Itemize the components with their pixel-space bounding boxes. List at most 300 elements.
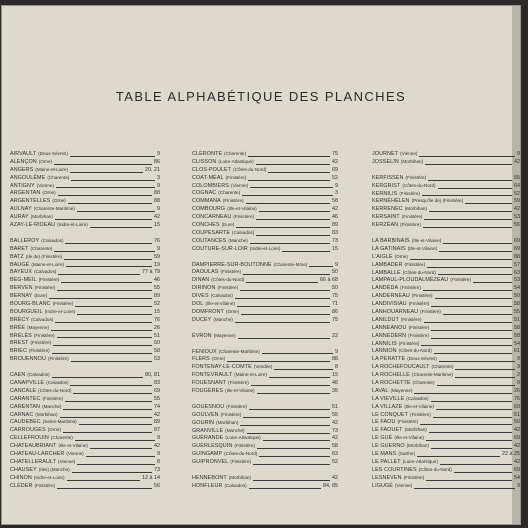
entry-name: KERNÉHÉLEN xyxy=(372,198,410,205)
dot-leader xyxy=(454,472,512,473)
index-group xyxy=(192,262,338,325)
entry-name: GUINGAMP xyxy=(192,451,223,458)
entry-name: AULNAY xyxy=(10,206,32,213)
entry-plate-number: 19 xyxy=(154,261,160,268)
entry-place: (Iles) (Manche) xyxy=(38,466,70,472)
entry-place: (Finistère) xyxy=(222,198,244,204)
entry-plate-number: 77 à 79 xyxy=(142,269,160,276)
entry-plate-number: 8 xyxy=(335,364,338,371)
entry-name: CARROUGES xyxy=(10,427,46,434)
index-group xyxy=(192,333,338,341)
entry-plate-number: 76 xyxy=(154,316,160,323)
entry-place: (Finistère) xyxy=(399,190,421,196)
dot-leader xyxy=(53,345,152,346)
entry-plate-number: 69 xyxy=(332,166,338,173)
entry-place: (Calvados) xyxy=(34,269,57,275)
entry-plate-number: 53 xyxy=(514,214,520,221)
index-group xyxy=(192,475,338,491)
dot-leader xyxy=(66,266,152,267)
entry-name: GOULVEN xyxy=(192,411,219,418)
entry-name: BEG-MEIL xyxy=(10,277,37,284)
entry-name: L'AIGLE xyxy=(372,253,393,260)
dot-leader xyxy=(259,211,330,212)
entry-place: (Finistère) xyxy=(403,474,425,480)
entry-plate-number: 69 xyxy=(514,238,520,244)
entry-plate-number: 22 à 25 xyxy=(502,451,520,458)
entry-place: (Charente) xyxy=(431,364,454,370)
entry-name: GUÉRANDE xyxy=(192,435,224,442)
entry-name: LANILDUT xyxy=(372,316,399,323)
entry-place: (Finistère) xyxy=(38,277,60,283)
entry-plate-number: 35 xyxy=(332,388,338,395)
entry-place: (Côtes-du-Nord) xyxy=(233,166,267,172)
entry-name: KERSAINT xyxy=(372,214,400,221)
entry-plate-number: 55 xyxy=(154,395,160,402)
entry-label xyxy=(10,355,69,364)
entry-place: (Ille-et-Vilaine) xyxy=(225,388,255,394)
entry-place: (Orne) xyxy=(225,308,240,314)
entry-plate-number: 75 xyxy=(332,150,338,157)
entry-place: (Mayenne) xyxy=(390,387,413,393)
dot-leader xyxy=(63,409,152,410)
entry-name: BRIEC xyxy=(10,348,27,355)
entry-name: CANAPVILLE xyxy=(10,380,45,387)
entry-place: (Vienne) xyxy=(36,182,54,188)
entry-plate-number: 89 xyxy=(332,222,338,228)
entry-plate-number: 42 xyxy=(154,214,160,221)
dot-leader xyxy=(473,282,512,283)
entry-place: (Finistère) xyxy=(33,332,55,338)
entry-plate-number: 42 xyxy=(332,206,338,213)
entry-name: CLÉDER xyxy=(10,482,33,489)
entry-name: BAUGÉ xyxy=(10,261,30,268)
entry-place: (Finistère) xyxy=(400,222,421,228)
entry-place: (Charente-Maritime) xyxy=(33,206,75,212)
entry-place: (Loire-Atlantique) xyxy=(402,458,438,464)
entry-label xyxy=(372,221,421,230)
entry-place: (Côtes-du-Nord) xyxy=(402,182,436,188)
entry-plate-number: 42 xyxy=(514,206,520,213)
entry-plate-number: 51 xyxy=(514,411,520,418)
entry-name: ÉVRON xyxy=(192,332,212,339)
entry-place: (Charente-Mme) xyxy=(273,261,308,267)
index-entry xyxy=(192,483,338,491)
entry-place: (Manche) xyxy=(228,237,248,243)
entry-place: (Mayenne) xyxy=(27,324,50,330)
index-entry xyxy=(10,483,160,491)
entry-name: GUIPRONVEL xyxy=(192,459,229,466)
entry-plate-number: 9 xyxy=(157,245,160,252)
entry-name: FONTENAY-LE-COMTE xyxy=(192,364,252,371)
entry-name: LAMBALLE xyxy=(372,269,401,276)
entry-name: LA ROCHEFOUCAULT xyxy=(372,364,430,371)
dot-leader xyxy=(414,393,512,394)
dot-leader xyxy=(433,417,512,418)
entry-place: (Deux-Sèvres) xyxy=(407,356,437,362)
entry-name: COUTURE-SUR-LOIR xyxy=(192,245,248,252)
entry-plate-number: 9 xyxy=(335,348,338,355)
entry-place: (Côtes-du-Nord) xyxy=(38,387,72,393)
entry-name: COAT-MÉAL xyxy=(192,174,224,181)
entry-place: (Charente) xyxy=(218,190,241,196)
entry-name: FENIOUX xyxy=(192,348,217,355)
entry-name: KERGRIST xyxy=(372,182,401,189)
entry-name: LESNEVEN xyxy=(372,474,402,481)
dot-leader xyxy=(250,243,330,244)
entry-plate-number: 52 xyxy=(154,301,160,308)
entry-plate-number: 42 xyxy=(154,443,160,450)
dot-leader xyxy=(235,298,330,299)
entry-place: (Orne) xyxy=(52,198,66,204)
entry-place: (Ille-et-Vilaine) xyxy=(394,435,424,441)
entry-place: (Finistère) xyxy=(34,285,56,291)
entry-name: LANDIVISIAU xyxy=(372,301,407,308)
entry-place: (Calvados) xyxy=(27,372,50,378)
entry-place: (Finistère) xyxy=(34,482,56,488)
entry-plate-number: 50 xyxy=(332,269,338,276)
index-column-3 xyxy=(372,151,520,499)
dot-leader xyxy=(58,274,140,275)
dot-leader xyxy=(75,440,155,441)
dot-leader xyxy=(250,187,333,188)
entry-plate-number: 69 xyxy=(514,466,520,473)
entry-plate-number: 76 xyxy=(154,237,160,244)
dot-leader xyxy=(55,322,152,323)
entry-plate-number: 71 xyxy=(332,301,338,308)
entry-plate-number: 69 xyxy=(514,245,520,252)
dot-leader xyxy=(431,338,512,339)
entry-place: (Manche) xyxy=(225,427,245,433)
entry-name: LANDERNEAU xyxy=(372,293,410,300)
entry-plate-number: 56 xyxy=(154,482,160,489)
entry-plate-number: 42 xyxy=(332,158,338,165)
dot-leader xyxy=(61,282,152,283)
entry-plate-number: 46 xyxy=(332,380,338,387)
entry-plate-number: 88 xyxy=(154,190,160,197)
entry-name: LE PALLET xyxy=(372,458,401,465)
entry-plate-number: 9 xyxy=(157,451,160,458)
entry-place: (Ile de) (Finistère) xyxy=(25,253,63,259)
dot-leader xyxy=(431,306,512,307)
entry-name: ANTIGNY xyxy=(10,182,35,189)
entry-name: BRÉE xyxy=(10,324,26,331)
entry-name: GOUESNOU xyxy=(192,403,225,410)
dot-leader xyxy=(51,330,152,331)
entry-name: LANHOUARNEAU xyxy=(372,309,419,316)
entry-name: CHATELLERAULT xyxy=(10,458,57,465)
entry-name: JOURNET xyxy=(372,150,399,157)
entry-label xyxy=(192,482,247,491)
entry-name: BRÉLÈS xyxy=(10,332,32,339)
entry-name: LANDÉDA xyxy=(372,285,399,292)
index-entry xyxy=(10,222,160,230)
entry-name: ANGERS xyxy=(10,166,34,173)
entry-place: (Charente-Maritime) xyxy=(411,372,454,378)
index-entry xyxy=(192,333,338,341)
dot-leader xyxy=(434,353,512,354)
dot-leader xyxy=(70,385,152,386)
entry-plate-number: 55 xyxy=(514,174,520,181)
dot-leader xyxy=(257,393,330,394)
entry-plate-number: 42 xyxy=(514,427,520,434)
dot-leader xyxy=(240,290,330,291)
entry-plate-number: 22 xyxy=(332,332,338,339)
dot-leader xyxy=(443,243,512,244)
dot-leader xyxy=(257,448,330,449)
entry-plate-number: 15 xyxy=(332,372,338,379)
entry-plate-number: 42 xyxy=(332,419,338,426)
entry-place: (Mayenne) xyxy=(213,332,236,338)
entry-plate-number: 52 xyxy=(332,459,338,466)
dot-leader xyxy=(431,401,513,402)
entry-place: (Morbihan) xyxy=(228,475,251,481)
entry-plate-number: 42 xyxy=(514,158,520,165)
entry-plate-number: 46 xyxy=(154,277,160,284)
index-group xyxy=(10,372,160,490)
index-group xyxy=(372,151,520,167)
entry-place: (Côtes-du-Nord) xyxy=(224,451,258,457)
dot-leader xyxy=(68,203,152,204)
entry-name: CONCARNEAU xyxy=(192,214,232,221)
entry-place: (Finistère) xyxy=(220,411,242,417)
dot-leader xyxy=(425,164,512,165)
entry-place: (Finistère) xyxy=(220,269,242,275)
entry-place: (Orne) xyxy=(47,427,61,433)
entry-plate-number: 66 à 68 xyxy=(320,277,338,284)
entry-name: COUTANCES xyxy=(192,237,227,244)
dot-leader xyxy=(423,290,512,291)
dot-leader xyxy=(282,251,330,252)
dot-leader xyxy=(259,456,330,457)
entry-plate-number: 9 xyxy=(335,261,338,268)
entry-plate-number: 9 xyxy=(517,356,520,363)
entry-plate-number: 54 xyxy=(514,340,520,347)
entry-place: (Côtes-du-Nord) xyxy=(398,348,432,354)
dot-leader xyxy=(77,314,152,315)
entry-label xyxy=(10,221,88,230)
index-entry xyxy=(372,159,520,167)
entry-name: BOURGUEIL xyxy=(10,308,43,315)
entry-place: (Sarthe) xyxy=(398,451,415,457)
dot-leader xyxy=(309,266,333,267)
entry-plate-number: 9 xyxy=(517,380,520,387)
dot-leader xyxy=(251,385,330,386)
entry-place: (Orne) xyxy=(38,158,53,164)
entry-name: CLÉRONTE xyxy=(192,150,223,157)
entry-place: (Calvados) xyxy=(31,316,54,322)
entry-plate-number: 59 xyxy=(154,253,160,260)
dot-leader xyxy=(249,409,330,410)
entry-plate-number: 8 xyxy=(157,458,160,465)
index-page xyxy=(2,6,520,524)
entry-name: DUCEY xyxy=(192,316,212,323)
entry-plate-number: 54 xyxy=(514,285,520,292)
entry-name: AURAY xyxy=(10,214,29,221)
dot-leader xyxy=(54,164,152,165)
entry-place: (Vienne) xyxy=(230,182,249,188)
dot-leader xyxy=(77,464,155,465)
dot-leader xyxy=(227,361,330,362)
entry-plate-number: 88 xyxy=(514,253,520,260)
entry-name: GOURIN xyxy=(192,419,215,426)
entry-plate-number: 9 xyxy=(517,482,520,489)
entry-name: BROUENNOU xyxy=(10,356,46,363)
dot-leader xyxy=(86,456,155,457)
entry-label xyxy=(372,482,412,491)
entry-place: (Charente) xyxy=(30,245,53,251)
entry-name: COUPESARTE xyxy=(192,229,231,236)
entry-place: (Morbihan) xyxy=(30,214,53,220)
entry-place: (Eure) xyxy=(221,222,235,227)
dot-leader xyxy=(72,472,152,473)
dot-leader xyxy=(79,424,152,425)
entry-place: (Finistère) xyxy=(410,411,431,417)
entry-plate-number: 9 xyxy=(157,182,160,189)
dot-leader xyxy=(240,425,330,426)
entry-place: (Maine-et-Loire) xyxy=(234,372,267,378)
index-group xyxy=(372,238,520,491)
entry-name: BAYEUX xyxy=(10,269,33,276)
entry-plate-number: 53 xyxy=(514,277,520,284)
entry-plate-number: 46 xyxy=(332,214,338,221)
dot-leader xyxy=(60,417,152,418)
dot-leader xyxy=(238,338,330,339)
entry-name: GUERLESQUIN xyxy=(192,443,233,450)
entry-plate-number: 55 xyxy=(154,285,160,292)
entry-plate-number: 15 xyxy=(154,222,160,228)
entry-place: (Charente) xyxy=(412,380,435,386)
entry-place: (Calvados) xyxy=(224,482,247,488)
dot-leader xyxy=(242,195,333,196)
dot-leader xyxy=(52,377,143,378)
entry-plate-number: 55 xyxy=(332,411,338,418)
entry-name: LANNION xyxy=(372,348,397,355)
entry-name: ARGENTAN xyxy=(10,190,41,197)
index-group xyxy=(192,349,338,396)
dot-leader xyxy=(248,156,330,157)
entry-place: (Orne) xyxy=(394,253,408,259)
entry-name: CARNAC xyxy=(10,411,34,418)
entry-place: (Finistère) xyxy=(408,324,430,330)
entry-name: AIRVAULT xyxy=(10,150,37,157)
entry-plate-number: 42 xyxy=(332,475,338,482)
dot-leader xyxy=(429,432,512,433)
entry-plate-number: 69 xyxy=(514,403,520,410)
entry-place: (Finistère) xyxy=(225,174,247,180)
entry-plate-number: 53 xyxy=(154,356,160,363)
dot-leader xyxy=(438,274,512,275)
entry-name: LA ROCHELLE xyxy=(372,372,410,379)
dot-leader xyxy=(70,172,143,173)
entry-place: (Calvados) xyxy=(46,380,69,386)
entry-plate-number: 52 xyxy=(514,190,520,197)
entry-name: COLOMBIERS xyxy=(192,182,229,189)
dot-leader xyxy=(439,361,515,362)
entry-place: (Maine-et-Loire) xyxy=(35,166,69,172)
entry-name: CHATEAU-LARCHER xyxy=(10,451,65,458)
entry-place: (Finistère) xyxy=(411,293,433,299)
dot-leader xyxy=(57,488,152,489)
entry-place: (Côtes-du-Nord) xyxy=(211,277,245,283)
entry-name: CLISSON xyxy=(192,158,217,165)
dot-leader xyxy=(443,314,512,315)
entry-plate-number: 58 xyxy=(514,332,520,339)
dot-leader xyxy=(465,203,512,204)
dot-leader xyxy=(65,401,152,402)
entry-place: (Morbihan) xyxy=(404,206,427,212)
entry-name: CARENTAN xyxy=(10,403,41,410)
entry-plate-number: 58 xyxy=(514,301,520,308)
entry-place: (Finistère) xyxy=(234,443,256,449)
entry-plate-number: 15 xyxy=(154,308,160,315)
entry-place: (Morbihan) xyxy=(216,419,239,425)
dot-leader xyxy=(438,188,512,189)
dot-leader xyxy=(419,156,515,157)
entry-plate-number: 87 xyxy=(154,427,160,434)
entry-place: (Finistère) xyxy=(405,174,427,180)
entry-place: (Deux-Sèvres) xyxy=(38,150,68,156)
entry-name: DAOULAS xyxy=(192,269,219,276)
dot-leader xyxy=(58,195,152,196)
entry-place: (Calvados) xyxy=(41,237,64,243)
index-column-1 xyxy=(10,151,160,499)
entry-plate-number: 9 xyxy=(517,150,520,157)
entry-plate-number: 88 xyxy=(154,198,160,205)
dot-leader xyxy=(253,464,330,465)
dot-leader xyxy=(243,417,330,418)
index-entry xyxy=(192,317,338,325)
entry-plate-number: 3 xyxy=(157,174,160,181)
dot-leader xyxy=(436,409,512,410)
entry-place: (Finistère) xyxy=(408,301,430,307)
entry-plate-number: 50 xyxy=(514,293,520,300)
entry-place: (Eure) xyxy=(34,293,48,299)
dot-leader xyxy=(426,480,512,481)
entry-name: HONFLEUR xyxy=(192,482,223,489)
entry-place: (Ille-et-Vilaine) xyxy=(205,301,235,307)
entry-name: CELLEFROUIN xyxy=(10,435,49,442)
index-entry xyxy=(192,459,338,467)
entry-name: COMMANA xyxy=(192,198,221,205)
dot-leader xyxy=(71,180,155,181)
entry-place: (Finistère) xyxy=(217,285,239,291)
index-entry xyxy=(372,483,520,491)
entry-place: (Finistère) xyxy=(47,356,69,362)
entry-place: (Finistère) xyxy=(42,395,64,401)
entry-name: LANNEANOU xyxy=(372,324,407,331)
entry-plate-number: 15 xyxy=(332,245,338,252)
entry-name: DIRINON xyxy=(192,285,216,292)
entry-name: LE CONQUET xyxy=(372,411,409,418)
entry-plate-number: 59 xyxy=(514,198,520,205)
entry-place: (Manche) xyxy=(42,403,62,409)
dot-leader xyxy=(246,203,330,204)
entry-name: DAMPIERRE-SUR-BOUTONNE xyxy=(192,261,272,268)
entry-plate-number: 89 xyxy=(154,419,160,426)
entry-plate-number: 9 xyxy=(157,150,160,157)
entry-name: DIVES xyxy=(192,293,209,300)
entry-place: (Finistère) xyxy=(52,301,74,307)
dot-leader xyxy=(428,180,512,181)
index-group xyxy=(10,238,160,364)
entry-name: LA BARBINAIS xyxy=(372,238,410,244)
dot-leader xyxy=(410,259,512,260)
entry-plate-number: 75 xyxy=(332,316,338,323)
entry-place: (Indre-et-Loire) xyxy=(44,308,76,314)
entry-place: (Manche) xyxy=(213,316,233,322)
dot-leader xyxy=(243,274,330,275)
entry-plate-number: 61 xyxy=(514,348,520,355)
